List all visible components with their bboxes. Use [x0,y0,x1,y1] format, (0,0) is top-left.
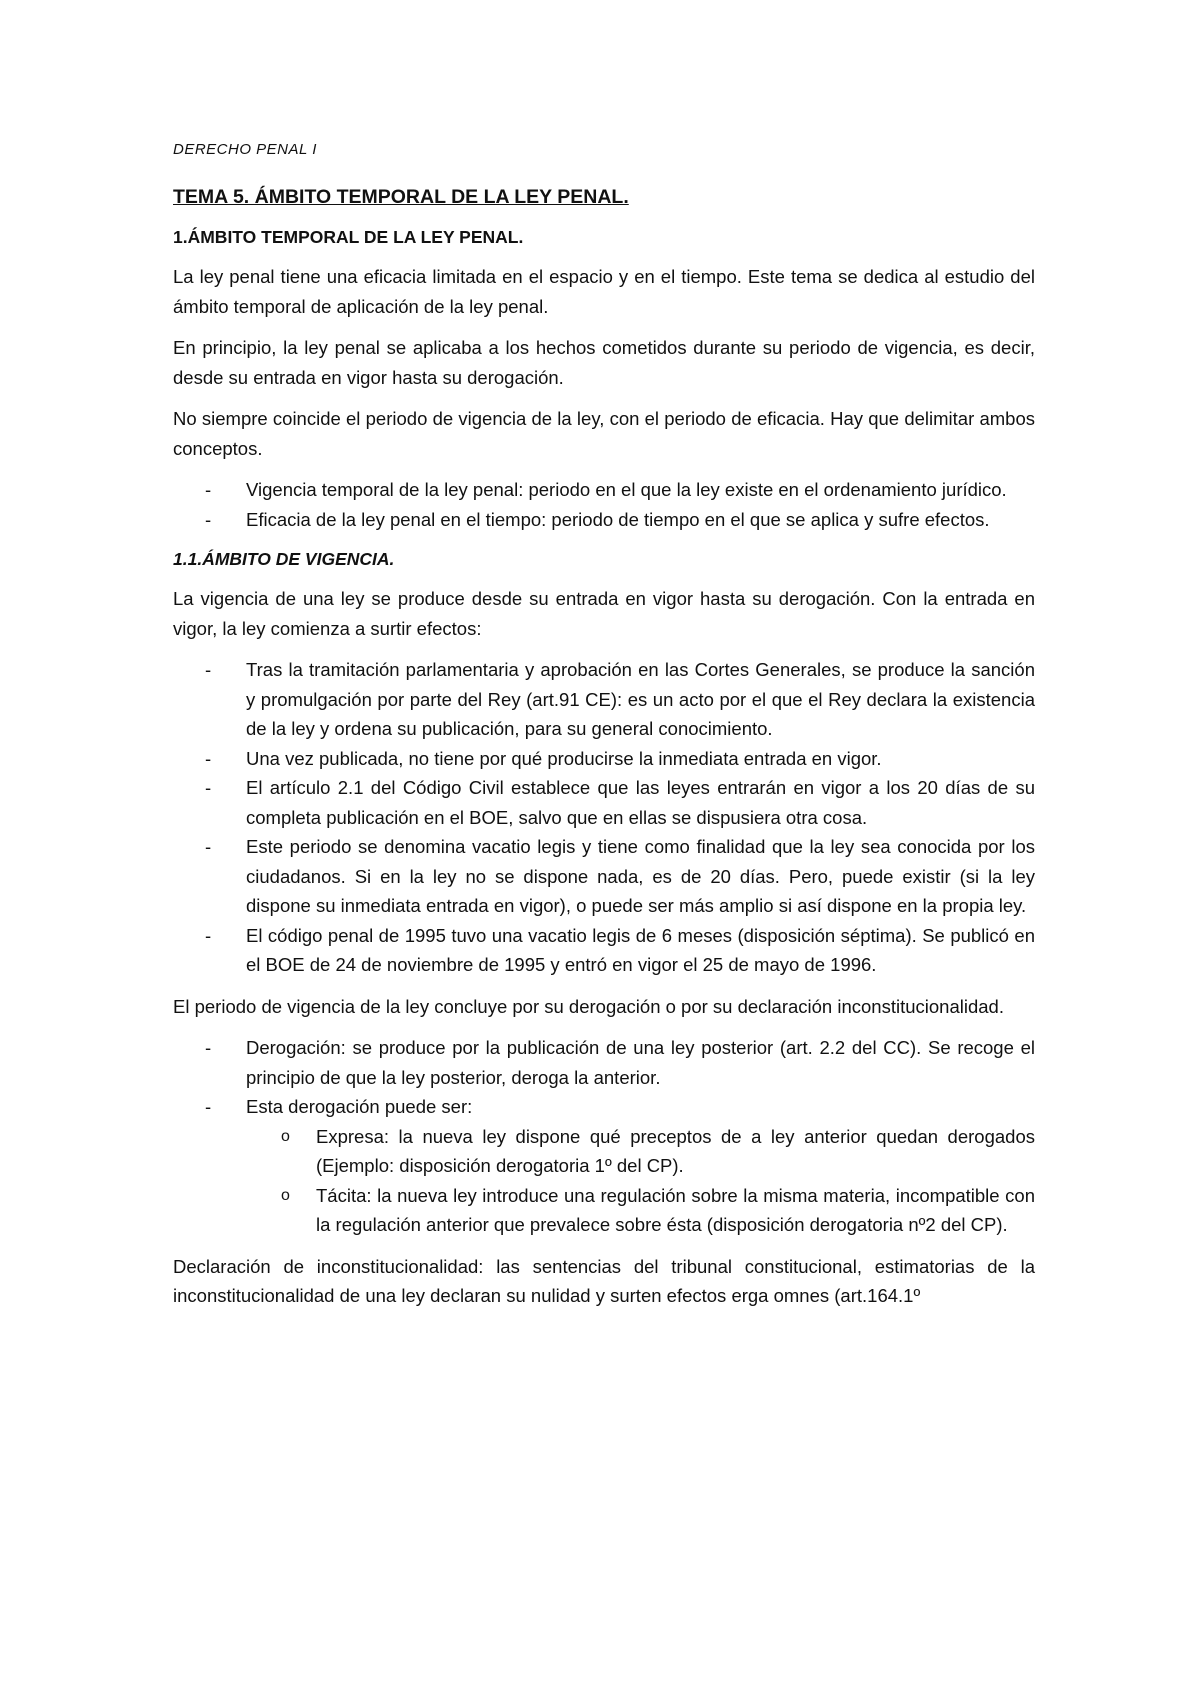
paragraph: Declaración de inconstitucionalidad: las sentencias del tribunal constitucional, estimatorias de la inconstitucionalidad de una ley declaran su nulidad y surten efectos erga omnes (art.164.1º [173,1255,1035,1306]
paragraph: El periodo de vigencia de la ley concluye por su derogación o por su declaración inconstitucionalidad. [173,995,1004,1017]
list-item: - Derogación: se produce por la publicación de una ley posterior (art. 2.2 del CC). Se recoge el principio de que la ley posterior, deroga la anterior. [173,1033,1035,1092]
list-item: - Este periodo se denomina vacatio legis y tiene como finalidad que la ley sea conocida por los ciudadanos. Si en la ley no se dispone nada, es de 20 días. Pero, puede existir (si la ley dispone su inmediata entrada en vigor), o puede ser más amplio si así dispone en la propia ley. [173,832,1035,921]
list-item [173,1092,1035,1240]
paragraph: En principio, la ley penal se aplicaba a los hechos cometidos durante su periodo de vigencia, es decir, desde su entrada en vigor hasta su derogación. [173,337,1035,388]
vigencia-list [173,655,1035,980]
list-item-text: Esta derogación puede ser: [246,1096,473,1117]
list-item: - El artículo 2.1 del Código Civil establece que las leyes entrarán en vigor a los 20 días de su completa publicación en el BOE, salvo que en ellas se dispusiera otra cosa. [173,773,1035,832]
document-title: TEMA 5. ÁMBITO TEMPORAL DE LA LEY PENAL. [173,186,629,208]
list-item: - Tras la tramitación parlamentaria y aprobación en las Cortes Generales, se produce la sanción y promulgación por parte del Rey (art.91 CE): es un acto por el que el Rey declara la existencia de la ley y ordena su publicación, para su general conocimiento. [173,655,1035,744]
paragraph: La ley penal tiene una eficacia limitada en el espacio y en el tiempo. Este tema se dedica al estudio del ámbito temporal de aplicación de la ley penal. [173,266,1035,317]
derogation-types-list [246,1122,1035,1240]
list-item: - Una vez publicada, no tiene por qué producirse la inmediata entrada en vigor. [173,744,1035,774]
section-1-1-heading: 1.1.ÁMBITO DE VIGENCIA. [173,549,395,569]
paragraph: La vigencia de una ley se produce desde su entrada en vigor hasta su derogación. Con la entrada en vigor, la ley comienza a surtir efectos: [173,588,1035,639]
sub-list-item: o Tácita: la nueva ley introduce una regulación sobre la misma materia, incompatible con la regulación anterior que prevalece sobre ésta (disposición derogatoria nº2 del CP). [246,1181,1035,1240]
list-item: - Vigencia temporal de la ley penal: periodo en el que la ley existe en el ordenamiento jurídico. [173,475,1035,505]
sub-list-item: o Expresa: la nueva ley dispone qué preceptos de a ley anterior quedan derogados (Ejemplo: disposición derogatoria 1º del CP). [246,1122,1035,1181]
derogation-list [173,1033,1035,1240]
header-note: DERECHO PENAL I [173,141,317,158]
list-item: - Eficacia de la ley penal en el tiempo: periodo de tiempo en el que se aplica y sufre efectos. [173,505,1035,535]
document-page [173,140,1035,1323]
section-1-heading: 1.ÁMBITO TEMPORAL DE LA LEY PENAL. [173,227,524,247]
paragraph: No siempre coincide el periodo de vigencia de la ley, con el periodo de eficacia. Hay que delimitar ambos conceptos. [173,408,1035,459]
concepts-list [173,475,1035,534]
list-item: - El código penal de 1995 tuvo una vacatio legis de 6 meses (disposición séptima). Se publicó en el BOE de 24 de noviembre de 1995 y entró en vigor el 25 de mayo de 1996. [173,921,1035,980]
